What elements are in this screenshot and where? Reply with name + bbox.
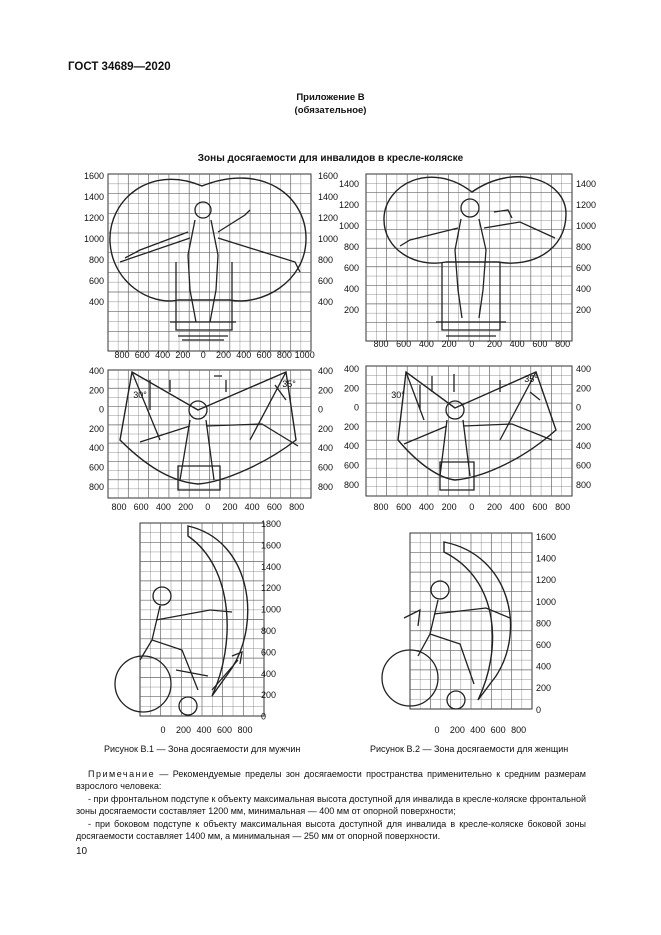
women-top-x-tick: 0 [469,502,475,512]
men-side-x-tick: 0 [160,725,166,735]
men-side-y-tick-left: 1800 [261,519,282,529]
women-side-y-tick-left: 1600 [536,532,557,542]
men-top-x-tick: 400 [155,502,171,512]
women-front-y-tick-left: 1200 [338,200,359,210]
men-top-y-tick-right: 800 [318,481,334,492]
men-front-y-tick-left: 1400 [83,192,104,202]
women-front-y-tick-left: 400 [343,284,359,294]
women-front-y-tick-right: 400 [576,284,592,294]
men-front-x-tick: 600 [256,350,272,360]
figure-caption-men: Рисунок В.1 — Зона досягаемости для мужчин [104,744,301,754]
men-side-y-tick-left: 600 [261,647,277,658]
women-front-y-tick-right: 200 [576,305,592,315]
men-front-y-tick-left: 400 [88,297,104,307]
women-front-y-tick-left: 1000 [338,221,359,231]
women-side-y-tick-left: 1200 [536,575,557,586]
women-top-y-tick-right: 400 [576,441,592,452]
men-front-y-tick-right: 1000 [318,234,339,244]
women-top-x-tick: 400 [509,502,525,512]
men-front-x-tick: 600 [134,350,150,360]
women-top-y-tick-right: 0 [576,402,582,413]
note-item-side: - при боковом подступе к объекту максимальная высота доступной для инвалида в кресле-коляске боковой зоны досягаемости составляет 1400 мм, а минимальная — 250 мм от опорной поверхности. [76,818,586,842]
men-side-y-tick-left: 200 [261,690,277,701]
men-top-y-tick-right: 400 [318,366,334,376]
women-front-y-tick-right: 1200 [576,200,597,210]
women-top-x-tick: 600 [532,502,548,512]
women-side-wheel-small [447,691,465,709]
men-front-x-tick: 800 [276,350,292,360]
men-top-handles [170,376,226,392]
men-front-x-tick: 1000 [294,350,315,360]
note-intro: — Рекомендуемые пределы зон досягаемости пространства применительно к средним размерам взрослого человека: [76,769,586,792]
women-side-y-tick-left: 800 [536,618,552,629]
men-side-y-tick-left: 1600 [261,540,282,551]
women-side-y-tick-left: 1400 [536,553,557,564]
women-top-x-tick: 200 [486,502,503,512]
women-front-y-tick-right: 600 [576,263,592,273]
women-front-x-tick: 200 [441,339,457,349]
men-front-y-tick-right: 1200 [318,213,339,223]
men-top-x-tick: 600 [133,502,149,512]
women-side-head [431,581,449,599]
women-front-y-tick-right: 800 [576,242,592,252]
women-side-y-tick-left: 0 [536,704,542,715]
men-top-x-tick: 400 [244,502,260,512]
men-side-x-tick: 600 [216,725,233,735]
women-top-angle-left: 30° [391,390,405,400]
women-front-x-tick: 200 [486,339,503,349]
men-side-wheel-large [115,656,171,712]
men-front-y-tick-left: 1000 [83,234,104,244]
women-top-y-tick-left: 200 [343,421,359,432]
women-top-y-tick-left: 800 [343,479,359,490]
women-front-y-tick-right: 1400 [576,179,597,189]
men-front-y-tick-left: 800 [88,255,104,265]
women-top-body [404,420,552,490]
men-side-x-tick: 800 [237,725,253,735]
page-number: 10 [76,846,88,857]
women-top-y-tick-right: 200 [576,421,592,432]
women-front-x-tick: 400 [418,339,434,349]
men-front-head [195,202,211,218]
men-side-y-tick-left: 1400 [261,561,282,572]
women-top-y-tick-left: 400 [343,441,359,452]
men-front-x-tick: 400 [236,350,252,360]
men-top-y-tick-left: 400 [88,366,104,376]
women-top-y-tick-right: 200 [576,383,592,394]
men-front-y-tick-right: 400 [318,297,334,307]
men-front-y-tick-right: 1600 [318,171,339,181]
women-side-x-tick: 0 [434,725,440,735]
women-front-wheelchair [436,262,506,336]
women-top-y-tick-right: 600 [576,460,592,471]
men-top-angle-left: 30° [133,390,147,400]
women-top-y-tick-left: 0 [353,402,359,413]
women-top-y-tick-right: 800 [576,479,592,490]
men-top-x-tick: 800 [289,502,305,512]
men-top-y-tick-right: 0 [318,404,324,415]
men-side-x-tick: 200 [175,725,192,735]
men-top-y-tick-left: 0 [98,404,104,415]
men-front-y-tick-left: 600 [88,276,104,286]
men-top-angle-right: 35° [282,379,296,389]
men-side-x-tick: 400 [196,725,212,735]
women-front-x-tick: 800 [555,339,571,349]
women-front-x-tick: 400 [509,339,525,349]
women-top-angle-right: 35° [524,374,538,384]
women-front-reach-zone [384,177,566,263]
women-top-angle-marks [406,372,540,440]
men-top-y-tick-right: 400 [318,443,334,454]
men-front-y-tick-right: 800 [318,255,334,265]
men-top-x-tick: 0 [205,502,211,512]
women-side-y-tick-left: 1000 [536,596,557,607]
men-top-y-tick-left: 400 [88,443,104,454]
men-top-x-tick: 200 [222,502,238,512]
note-heading: Примечание [88,769,156,779]
section-title: Зоны досягаемости для инвалидов в кресле-коляске [197,153,464,164]
women-side-body [404,600,510,684]
figure-caption-women: Рисунок В.2 — Зона досягаемости для женщин [370,744,569,754]
women-side-x-tick: 600 [490,725,506,735]
appendix-title: Приложение В [296,92,365,103]
men-front-y-tick-right: 1400 [318,192,339,202]
men-front-x-tick: 200 [175,350,191,360]
men-side-y-tick-left: 0 [261,711,267,722]
men-side-y-tick-left: 800 [261,626,277,636]
men-front-x-tick: 400 [155,350,171,360]
men-side-head [153,587,171,605]
women-front-body [400,210,555,318]
men-front-y-tick-right: 600 [318,276,334,286]
appendix-status: (обязательное) [294,105,367,116]
men-side-y-tick-left: 1000 [261,604,282,615]
men-front-y-tick-left: 1200 [83,213,104,223]
women-top-y-tick-left: 400 [343,364,359,374]
men-front-wheelchair [170,262,236,340]
figure-grids [108,174,572,716]
men-front-y-tick-left: 1600 [83,171,104,181]
men-side-y-tick-left: 400 [261,668,277,679]
women-side-x-tick: 800 [511,725,527,735]
men-front-x-tick: 800 [114,350,130,360]
women-side-x-tick: 400 [470,725,486,735]
document-code: ГОСТ 34689—2020 [68,61,171,73]
women-top-x-tick: 600 [396,502,412,512]
women-top-y-tick-right: 400 [576,364,592,374]
men-side-y-tick-left: 1200 [261,583,282,594]
men-top-x-tick: 800 [111,502,127,512]
women-side-y-tick-left: 600 [536,640,552,650]
women-top-x-tick: 800 [373,502,389,512]
men-front-reach-zone [110,178,306,301]
women-side-x-tick: 200 [449,725,465,735]
women-top-x-tick: 400 [418,502,434,512]
men-side-wheel-small [179,697,197,715]
note-block [76,768,586,842]
men-top-y-tick-left: 200 [88,385,104,396]
women-front-y-tick-left: 200 [343,305,359,315]
women-side-y-tick-left: 200 [536,683,552,694]
women-top-x-tick: 800 [555,502,571,512]
men-front-x-tick: 200 [215,350,232,360]
women-front-y-tick-left: 600 [343,263,359,273]
women-side-y-tick-left: 400 [536,661,552,672]
men-top-y-tick-left: 200 [88,423,104,434]
women-front-y-tick-right: 1000 [576,221,597,231]
women-front-x-tick: 600 [396,339,412,349]
men-top-y-tick-right: 200 [318,385,334,396]
women-front-x-tick: 800 [373,339,389,349]
men-front-x-tick: 0 [200,350,206,360]
women-top-y-tick-left: 600 [343,460,359,471]
men-top-y-tick-right: 200 [318,423,334,434]
men-top-y-tick-left: 600 [88,462,104,473]
note-item-frontal: - при фронтальном подступе к объекту максимальная высота доступной для инвалида в кресле-коляске фронтальной зоны досягаемости составляет 1200 мм, минимальная — 400 мм от опорной поверхности; [76,793,586,817]
women-top-x-tick: 200 [441,502,457,512]
men-top-x-tick: 600 [266,502,282,512]
women-front-y-tick-left: 800 [343,242,359,252]
women-front-x-tick: 600 [532,339,548,349]
men-front-body [120,210,300,322]
women-top-y-tick-left: 200 [343,383,359,394]
women-front-x-tick: 0 [469,339,475,349]
men-top-x-tick: 200 [178,502,194,512]
men-top-y-tick-right: 600 [318,462,334,473]
men-top-y-tick-left: 800 [88,481,104,492]
women-front-y-tick-left: 1400 [338,179,359,189]
